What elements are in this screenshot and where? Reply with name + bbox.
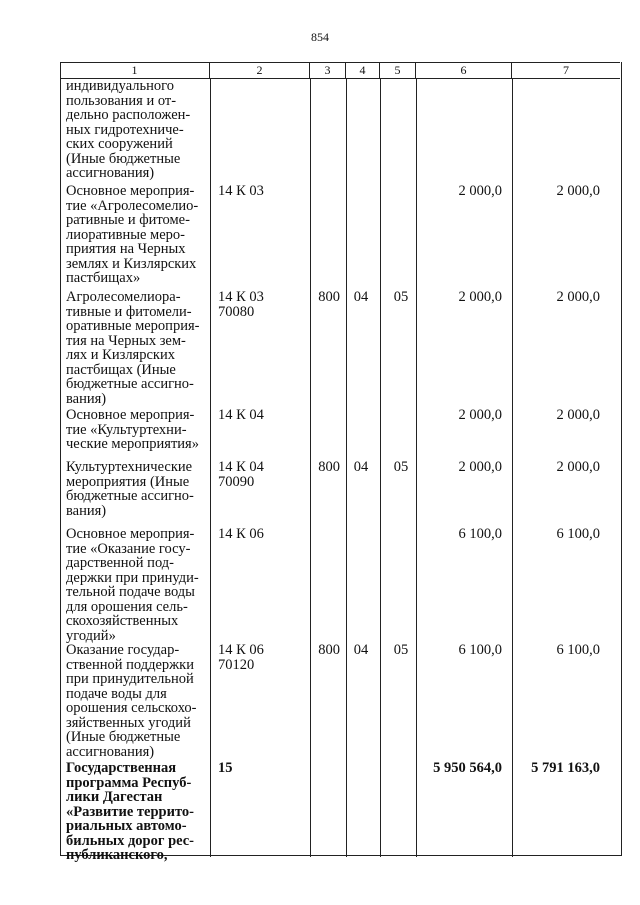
row-value-6: 5 950 564,0 [433,760,502,776]
row-code: 14 К 03 70080 [218,289,264,320]
row-value-7: 2 000,0 [556,459,600,475]
column-divider [210,78,211,857]
row-value-7: 5 791 163,0 [531,760,600,776]
row-name: Основное мероприя- тие «Оказание госу- дарственной под- держки при принуди- тельной подаче воды для орошения сель- скохозяйственных угодий» [66,526,199,644]
row-name: Государственная программа Респуб- лики Дагестан «Развитие террито- риальных автомо- бильных дорог рес- публиканского, [66,760,195,863]
row-name: Основное мероприя- тие «Агролесомелио- ративные и фитоме- лиоративные меро- приятия на Черных землях и Кизлярских пастбищах» [66,183,199,286]
row-col-3: 800 [318,642,340,658]
row-value-6: 2 000,0 [458,407,502,423]
row-code: 14 К 04 [218,407,264,423]
row-col-4: 04 [353,642,369,658]
row-code: 14 К 06 70120 [218,642,264,673]
budget-table [60,62,622,863]
row-col-4: 04 [353,459,369,475]
row-code: 14 К 06 [218,526,264,542]
row-name: индивидуального пользования и от- дельно расположен- ных гидротехниче- ских сооружений (Иные бюджетные ассигнования) [66,78,191,181]
row-col-3: 800 [318,459,340,475]
row-name: Оказание государ- ственной поддержки при принудительной подаче воды для орошения сельскохо- зяйственных угодий (Иные бюджетные ассигнования) [66,642,197,760]
row-code: 15 [218,760,233,776]
header-col-6: 6 [416,63,512,78]
row-name: Агролесомелиора- тивные и фитомели- оративные мероприя- тия на Черных зем- лях и Кизлярских пастбищах (Иные бюджетные ассигно- вания) [66,289,200,407]
header-col-5: 5 [380,63,416,78]
row-value-6: 2 000,0 [458,183,502,199]
header-col-2: 2 [210,63,310,78]
row-value-6: 6 100,0 [458,642,502,658]
row-col-5: 05 [393,459,409,475]
header-col-7: 7 [563,63,569,77]
row-value-7: 6 100,0 [556,642,600,658]
row-col-5: 05 [393,642,409,658]
row-col-5: 05 [393,289,409,305]
header-col-4: 4 [346,63,380,78]
row-code: 14 К 04 70090 [218,459,264,490]
row-value-6: 2 000,0 [458,459,502,475]
table-header-row [60,62,620,79]
column-divider [380,78,381,857]
header-col-1: 1 [60,63,210,78]
row-value-7: 2 000,0 [556,289,600,305]
row-value-7: 2 000,0 [556,407,600,423]
row-col-3: 800 [318,289,340,305]
row-col-4: 04 [353,289,369,305]
row-name: Культуртехнические мероприятия (Иные бюджетные ассигно- вания) [66,459,194,519]
row-value-7: 2 000,0 [556,183,600,199]
row-value-7: 6 100,0 [556,526,600,542]
row-code: 14 К 03 [218,183,264,199]
row-value-6: 2 000,0 [458,289,502,305]
row-value-6: 6 100,0 [458,526,502,542]
row-name: Основное мероприя- тие «Культуртехни- ческие мероприятия» [66,407,199,452]
page-number: 854 [311,30,329,44]
header-col-3: 3 [310,63,346,78]
